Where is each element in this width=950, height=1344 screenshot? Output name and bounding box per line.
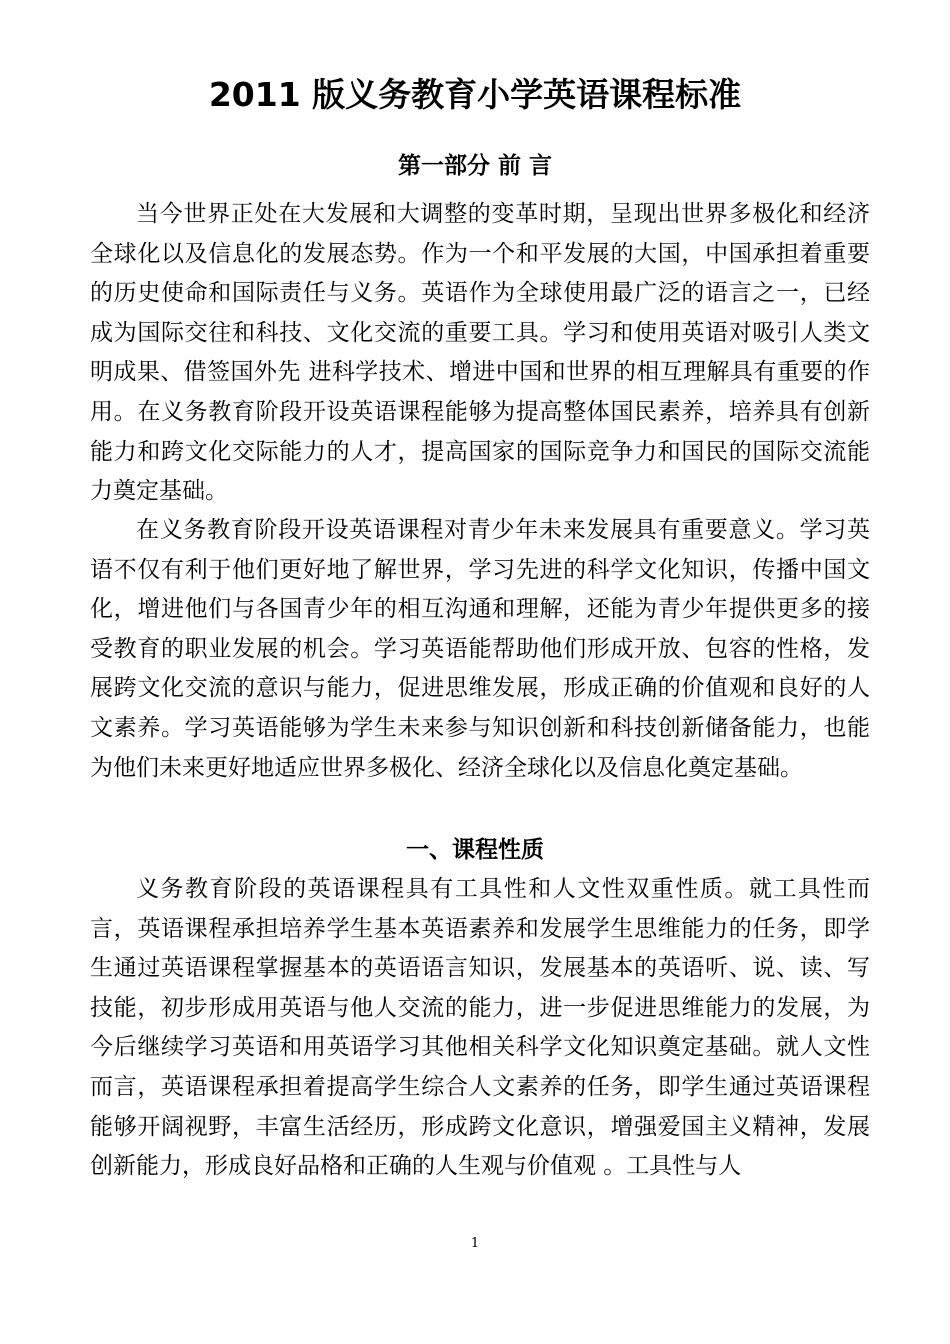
section-heading: 一、课程性质 [406, 837, 544, 863]
page-number: 1 [470, 1236, 480, 1251]
body-paragraph: 当今世界正处在大发展和大调整的变革时期，呈现出世界多极化和经济全球化以及信息化的发展态势。作为一个和平发展的大国，中国承担着重要的历史使命和国际责任与义务。英语作为全球使用最广泛的语言之一，已经成为国际交往和科技、文化交流的重要工具。学习和使用英语对吸引人类文明成果、借签国外先 进科学技术、增进中国和世界的相互理解具有重要的作用。在义务教育阶段开设英语课程能够为提高整体国民素养，培养具有创新能力和跨文化交际能力的人才，提高国家的国际竞争力和国民的国际交流能力奠定基础。 [90, 201, 870, 505]
part-heading: 第一部分 前 言 [397, 153, 552, 179]
document-title: 2011 版义务教育小学英语课程标准 [208, 75, 742, 114]
section-paragraph: 义务教育阶段的英语课程具有工具性和人文性双重性质。就工具性而言，英语课程承担培养学生基本英语素养和发展学生思维能力的任务，即学生通过英语课程掌握基本的英语语言知识，发展基本的英语听、说、读、写技能，初步形成用英语与他人交流的能力，进一步促进思维能力的发展，为今后继续学习英语和用英语学习其他相关科学文化知识奠定基础。就人文性而言，英语课程承担着提高学生综合人文素养的任务，即学生通过英语课程能够开阔视野，丰富生活经历，形成跨文化意识，增强爱国主义精神，发展创新能力，形成良好品格和正确的人生观与价值观 。工具性与人 [90, 876, 870, 1180]
body-paragraph: 在义务教育阶段开设英语课程对青少年未来发展具有重要意义。学习英语不仅有利于他们更好地了解世界，学习先进的科学文化知识，传播中国文化，增进他们与各国青少年的相互沟通和理解，还能为青少年提供更多的接受教育的职业发展的机会。学习英语能帮助他们形成开放、包容的性格，发展跨文化交流的意识与能力，促进思维发展，形成正确的价值观和良好的人文素养。学习英语能够为学生未来参与知识创新和科技创新储备能力，也能为他们未来更好地适应世界多极化、经济全球化以及信息化奠定基础。 [90, 517, 870, 781]
